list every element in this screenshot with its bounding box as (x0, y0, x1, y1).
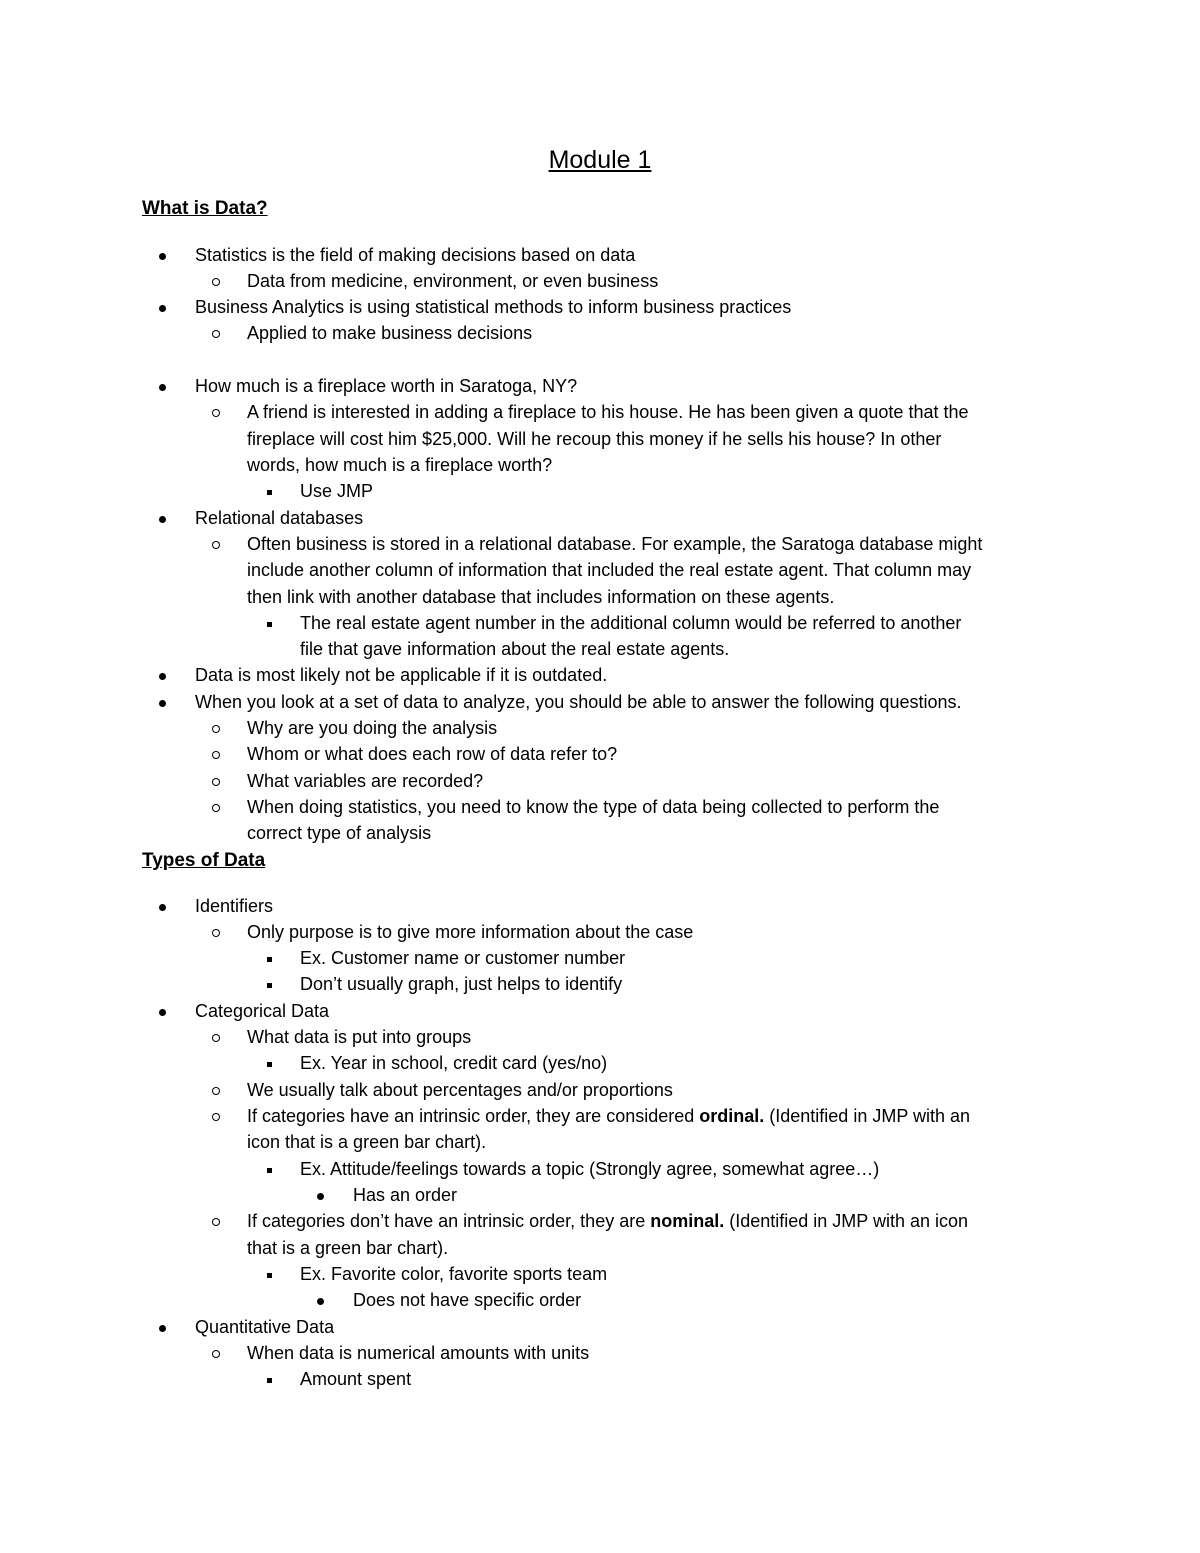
bullet-icon (155, 242, 169, 268)
term-ordinal: ordinal. (699, 1106, 765, 1126)
bullet-icon (155, 662, 169, 688)
square-bullet-icon (262, 1050, 276, 1076)
list-item: Quantitative Data (195, 1317, 335, 1337)
bullet-icon (155, 1314, 169, 1340)
list-item: Ex. Attitude/feelings towards a topic (Strongly agree, somewhat agree…) (300, 1159, 880, 1179)
list-item: Use JMP (300, 481, 374, 501)
square-bullet-icon (262, 945, 276, 971)
square-bullet-icon (262, 478, 276, 504)
bullet-icon (155, 294, 169, 320)
list-item: Has an order (353, 1185, 458, 1205)
list-item: Business Analytics is using statistical methods to inform business practices (195, 297, 792, 317)
list-item-text: (Identified in JMP with an icon (724, 1211, 969, 1231)
list-item: Why are you doing the analysis (247, 718, 498, 738)
list-item-continuation: words, how much is a fireplace worth? (247, 455, 553, 475)
square-bullet-icon (262, 1156, 276, 1182)
list-item: Relational databases (195, 508, 364, 528)
hollow-bullet-icon (209, 741, 223, 767)
list-item: What data is put into groups (247, 1027, 472, 1047)
list-item: What variables are recorded? (247, 771, 484, 791)
list-item: We usually talk about percentages and/or proportions (247, 1080, 673, 1100)
section-heading-what-is-data: What is Data? (142, 198, 268, 219)
hollow-bullet-icon (209, 1340, 223, 1366)
list-item: Does not have specific order (353, 1290, 582, 1310)
list-item: The real estate agent number in the additional column would be referred to another (300, 613, 962, 633)
hollow-bullet-icon (209, 531, 223, 557)
list-item: Often business is stored in a relational database. For example, the Saratoga database might (247, 534, 983, 554)
hollow-bullet-icon (209, 768, 223, 794)
list-item: How much is a fireplace worth in Saratoga, NY? (195, 376, 578, 396)
list-item-text: (Identified in JMP with an (764, 1106, 971, 1126)
list-item: Data is most likely not be applicable if it is outdated. (195, 665, 608, 685)
hollow-bullet-icon (209, 1077, 223, 1103)
list-item: Applied to make business decisions (247, 323, 533, 343)
square-bullet-icon (262, 1366, 276, 1392)
list-item: Statistics is the field of making decisions based on data (195, 245, 636, 265)
list-item-text: If categories have an intrinsic order, they are considered (247, 1106, 700, 1126)
square-bullet-icon (262, 971, 276, 997)
hollow-bullet-icon (209, 1208, 223, 1234)
list-item-continuation: that is a green bar chart). (247, 1238, 449, 1258)
bullet-icon (155, 998, 169, 1024)
bullet-icon (155, 505, 169, 531)
section-heading-types-of-data: Types of Data (142, 850, 266, 871)
hollow-bullet-icon (209, 399, 223, 425)
list-item: Identifiers (195, 896, 274, 916)
square-bullet-icon (262, 1261, 276, 1287)
bullet-icon (155, 373, 169, 399)
hollow-bullet-icon (209, 320, 223, 346)
list-item: Data from medicine, environment, or even business (247, 271, 659, 291)
page-title: Module 1 (548, 146, 652, 174)
hollow-bullet-icon (209, 715, 223, 741)
hollow-bullet-icon (209, 794, 223, 820)
term-nominal: nominal. (650, 1211, 725, 1231)
list-item-continuation: correct type of analysis (247, 823, 432, 843)
hollow-bullet-icon (209, 268, 223, 294)
hollow-bullet-icon (209, 919, 223, 945)
list-item-text: If categories don’t have an intrinsic order, they are (247, 1211, 651, 1231)
hollow-bullet-icon (209, 1103, 223, 1129)
list-item: When doing statistics, you need to know the type of data being collected to perform the (247, 797, 940, 817)
list-item-continuation: file that gave information about the real estate agents. (300, 639, 730, 659)
list-item: When you look at a set of data to analyze, you should be able to answer the following questions. (195, 692, 962, 712)
list-item-continuation: fireplace will cost him $25,000. Will he recoup this money if he sells his house? In other (247, 429, 942, 449)
list-item (247, 1103, 970, 1129)
list-item: Amount spent (300, 1369, 412, 1389)
list-item: When data is numerical amounts with units (247, 1343, 590, 1363)
list-item: Whom or what does each row of data refer to? (247, 744, 618, 764)
square-bullet-icon (262, 610, 276, 636)
list-item-continuation: then link with another database that includes information on these agents. (247, 587, 835, 607)
list-item: Ex. Customer name or customer number (300, 948, 626, 968)
list-item: Only purpose is to give more information about the case (247, 922, 694, 942)
list-item: Categorical Data (195, 1001, 330, 1021)
list-item: Ex. Year in school, credit card (yes/no) (300, 1053, 608, 1073)
list-item-continuation: include another column of information that included the real estate agent. That column may (247, 560, 972, 580)
list-item: Ex. Favorite color, favorite sports team (300, 1264, 608, 1284)
hollow-bullet-icon (209, 1024, 223, 1050)
bullet-icon (313, 1287, 327, 1313)
list-item-continuation: icon that is a green bar chart). (247, 1132, 487, 1152)
list-item: Don’t usually graph, just helps to identify (300, 974, 623, 994)
list-item (247, 1208, 968, 1234)
bullet-icon (155, 893, 169, 919)
list-item: A friend is interested in adding a fireplace to his house. He has been given a quote that the (247, 402, 969, 422)
bullet-icon (155, 689, 169, 715)
bullet-icon (313, 1182, 327, 1208)
